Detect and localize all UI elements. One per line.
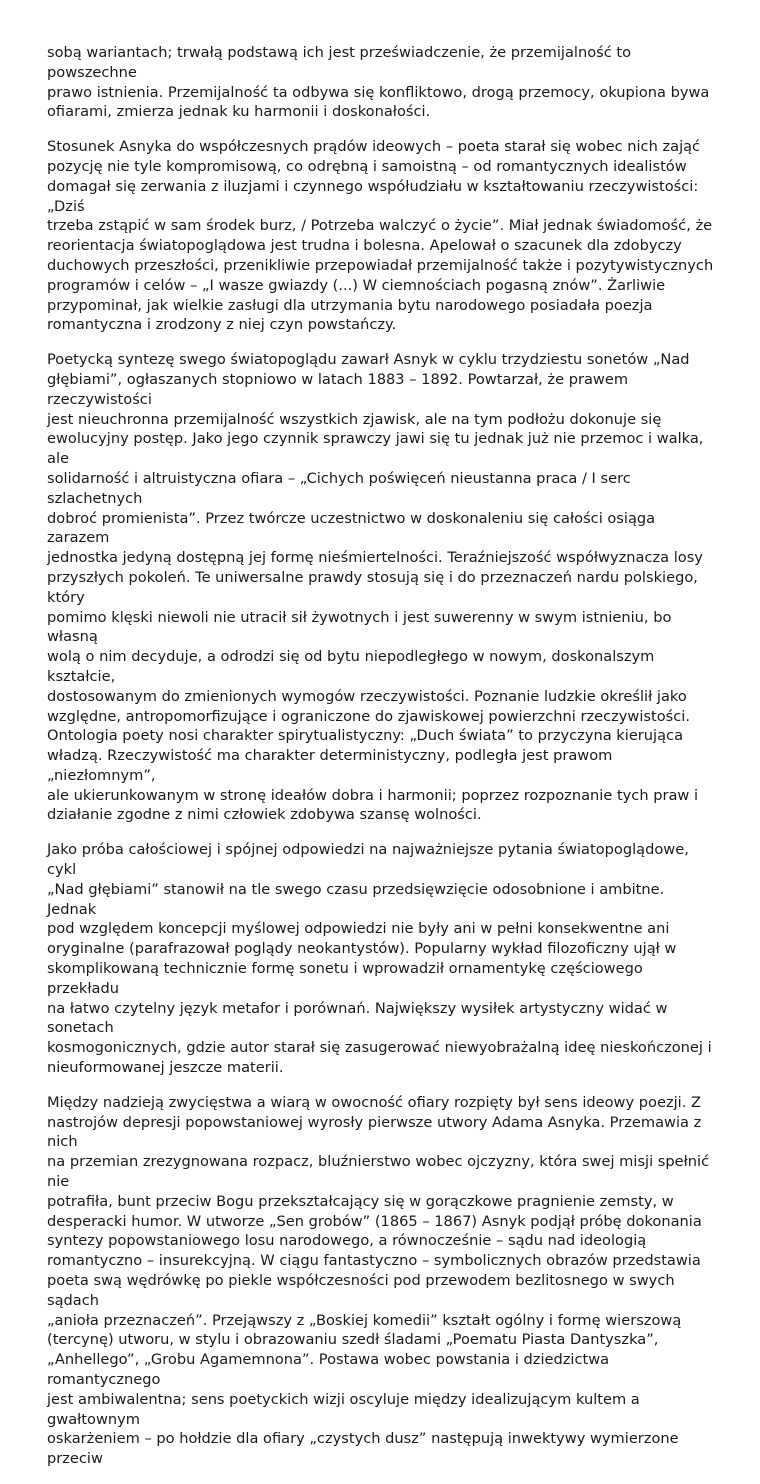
- paragraph-2: Stosunek Asnyka do współczesnych prądów ideowych – poeta starał się wobec nich zająć pozycję nie tyle kompromisową, co odrębną i samoistną – od romantycznych idealistów domagał się zerwania z iluzjami i czynnego współudziału w kształtowaniu rzeczywistości: „Dziś trzeba zstąpić w sam środek burz, / Potrzeba walczyć o życie”. Miał jednak świadomość, że reorientacja światopoglądowa jest trudna i bolesna. Apelował o szacunek dla zdobyczy duchowych przeszłości, przenikliwie przepowiadał przemijalność także i pozytywistycznych programów i celów – „I wasze gwiazdy (...) W ciemnościach pogasną znów”. Żarliwie przypominał, jak wielkie zasługi dla utrzymania bytu narodowego posiadała poezja romantyczna i zrodzony z niej czyn powstańczy.: [47, 138, 714, 334]
- document-page: [47, 43, 715, 1484]
- paragraph-4: Jako próba całościowej i spójnej odpowiedzi na najważniejsze pytania światopoglądowe, cykl „Nad głębiami” stanowił na tle swego czasu przedsięwzięcie odosobnione i ambitne. Jednak pod względem koncepcji myślowej odpowiedzi nie były ani w pełni konsekwentne ani oryginalne (parafrazował poglądy neokantystów). Popularny wykład filozoficzny ujął w skomplikowaną technicznie formę sonetu i wprowadził ornamentykę częściowego przekładu na łatwo czytelny język metafor i porównań. Największy wysiłek artystyczny widać w sonetach kosmogonicznych, gdzie autor starał się zasugerować niewyobrażalną ideę nieskończonej i nieuformowanej jeszcze materii.: [47, 841, 712, 1077]
- paragraph-5: Między nadzieją zwycięstwa a wiarą w owocność ofiary rozpięty był sens ideowy poezji. Z nastrojów depresji popowstaniowej wyrosły pierwsze utwory Adama Asnyka. Przemawia z nich na przemian zrezygnowana rozpacz, bluźnierstwo wobec ojczyzny, która swej misji spełnić nie potrafiła, bunt przeciw Bogu przekształcający się w gorączkowe pragnienie zemsty, w desperacki humor. W utworze „Sen grobów” (1865 – 1867) Asnyk podjął próbę dokonania syntezy popowstaniowego losu narodowego, a równocześnie – sądu nad ideologią romantyczno – insurekcyjną. W ciągu fantastyczno – symbolicznych obrazów przedstawia poeta swą wędrówkę po piekle współczesności pod przewodem bezlitosnego w swych sądach „anioła przeznaczeń”. Przejąwszy z „Boskiej komedii” kształt ogólny i formę wierszową (tercynę) utworu, w stylu i obrazowaniu szedł śladami „Poematu Piasta Dantyszka”, „Anhellego”, „Grobu Agamemnona”. Postawa wobec powstania i dziedzictwa romantycznego jest ambiwalentna; sens poetyckich wizji oscyluje między idealizującym kultem a gwałtownym oskarżeniem – po hołdzie dla ofiary „czystych dusz” następują inwektywy wymierzone przeciw: [47, 1093, 710, 1468]
- paragraph-3: Poetycką syntezę swego światopoglądu zawarł Asnyk w cyklu trzydziestu sonetów „Nad głębiami”, ogłaszanych stopniowo w latach 1883 – 1892. Powtarzał, że prawem rzeczywistości jest nieuchronna przemijalność wszystkich zjawisk, ale na tym podłożu dokonuje się ewolucyjny postęp. Jako jego czynnik sprawczy jawi się tu jednak już nie przemoc i walka, ale solidarność i altruistyczna ofiara – „Cichych poświęceń nieustanna praca / I serc szlachetnych dobroć promienista”. Przez twórcze uczestnictwo w doskonaleniu się całości osiąga zarazem jednostka jedyną dostępną jej formę nieśmiertelności. Teraźniejszość współwyznacza losy przyszłych pokoleń. Te uniwersalne prawdy stosują się i do przeznaczeń nardu polskiego, który pomimo klęski niewoli nie utracił sił żywotnych i jest suwerenny w swym istnieniu, bo własną wolą o nim decyduje, a odrodzi się od bytu niepodległego w nowym, doskonalszym kształcie, dostosowanym do zmienionych wymogów rzeczywistości. Poznanie ludzkie określił jako względne, antropomorfizujące i ograniczone do zjawiskowej powierzchni rzeczywistości. Ontologia poety nosi charakter spirytualistyczny: „Duch świata” to przyczyna kierująca władzą. Rzeczywistość ma charakter deterministyczny, podległa jest prawom „niezłomnym”, ale ukierunkowanym w stronę ideałów dobra i harmonii; poprzez rozpoznanie tych praw i działanie zgodne z nimi człowiek zdobywa szansę wolności.: [47, 351, 704, 824]
- paragraph-1: sobą wariantach; trwałą podstawą ich jest przeświadczenie, że przemijalność to powszechne prawo istnienia. Przemijalność ta odbywa się konfliktowo, drogą przemocy, okupiona bywa ofiarami, zmierza jednak ku harmonii i doskonałości.: [47, 44, 710, 121]
